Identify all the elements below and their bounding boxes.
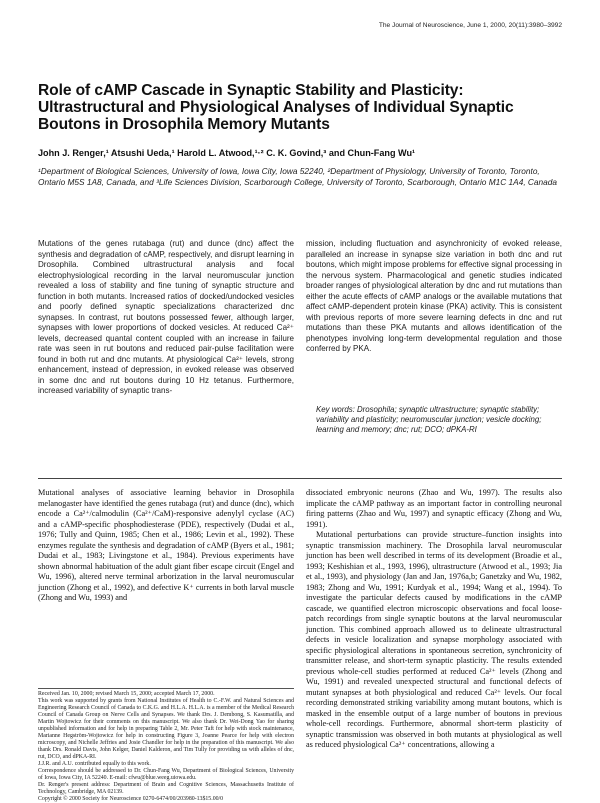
footnote-contribution: J.J.R. and A.U. contributed equally to this work.	[38, 761, 151, 767]
body-paragraph: dissociated embryonic neurons (Zhao and Wu, 1997). The results also implicate the cAMP pathway as an important factor in controlling neuronal firing patterns (Zhao and Wu, 1997) and synaptic efficacy (Zhong and Wu, 1991).	[306, 488, 562, 529]
body-paragraph: Mutational analyses of associative learning behavior in Drosophila melanogaster have identified the genes rutabaga (rut) and dunce (dnc), which encode a Ca²⁺/calmodulin (Ca²⁺/CaM)-responsive adenylyl cyclase (AC) and a cAMP-specific phosphodiesterase (PDE), respectively (Dudai et al., 1976; Tully and Quinn, 1985; Chen et al., 1986; Levin et al., 1992). These enzymes regulate the synthesis and degradation of cAMP (Byers et al., 1981; Dudai et al., 1983; Livingstone et al., 1984). Previous experiments have shown abnormal habituation of the adult giant fiber escape circuit (Engel and Wu, 1996), altered nerve terminal arborization in the larval neuromuscular junction (Zhong et al., 1992), and defective K⁺ currents in both larval muscle (Zhong and Wu, 1993) and	[38, 488, 294, 602]
keywords-text: Drosophila; synaptic ultrastructure; synaptic stability; variability and plasticity; neuromuscular junction; vesicle docking; learning and memory; dnc; rut; DCO; dPKA-RI	[316, 405, 542, 435]
body-paragraph: Mutational perturbations can provide structure–function insights into synaptic transmission machinery. The Drosophila larval neuromuscular junction has been well described in terms of its development (Broadie et al., 1993; Keshishian et al., 1993, 1996), ultrastructure (Atwood et al., 1993; Jia et al., 1993), and physiology (Jan and Jan, 1976a,b; Ganetzky and Wu, 1982, 1983; Zhong and Wu, 1991; Kurdyak et al., 1994; Wang et al., 1994). To investigate the particular defects caused by modifications in the cAMP cascade, we quantified electron microscopic observations and focal loose-patch recordings from single synaptic boutons at the larval neuromuscular junction. This combined approach allowed us to delineate ultrastructural defects in vesicle localization and synapse morphology associated with specific physiological alterations in spontaneous secretion, synchronicity of transmitter release, and short-term synaptic plasticity. The results extended previous whole-cell studies performed at reduced Ca²⁺ levels (Zhong and Wu, 1991) and revealed unexpected structural and functional defects of mutant synapses at both physiological and reduced Ca²⁺ levels. Our focal recording demonstrated striking variability among mutant boutons, which is masked in the ensemble output of a large number of boutons in previous whole-cell recordings. Furthermore, abnormal short-term plasticity of synaptic transmission was observed in both mutants at physiological as well as reduced physiological Ca²⁺ concentrations, allowing a	[306, 530, 562, 749]
keywords-label: Key words:	[316, 405, 355, 414]
running-head: The Journal of Neuroscience, June 1, 2000, 20(11):3980–3992	[378, 22, 562, 29]
body-column-left	[38, 488, 294, 604]
section-divider	[38, 478, 562, 479]
footnote-address: Dr. Renger's present address: Department of Brain and Cognitive Sciences, Massachusetts Institute of Technology, Cambridge, MA 02139.	[38, 782, 294, 795]
article-title: Role of cAMP Cascade in Synaptic Stability and Plasticity: Ultrastructural and Physiological Analyses of Individual Synaptic Boutons in Drosophila Memory Mutants	[38, 82, 514, 134]
footnotes	[38, 691, 294, 803]
footnote-funding: This work was supported by grants from National Institutes of Health to C.-F.W. and Natural Sciences and Engineering Research Council of Canada to C.K.G. and H.L.A. H.L.A. is a member of the Medical Research Council of Canada Group on Nerve Cells and Synapses. We thank Drs. J. Dembong, S. Kasumatilla, and Martin Wojtowicz for their comments on this manuscript. We also thank Dr. Wei-Dong Yao for sharing unpublished information and for help in preparing Table 2, Mr. Peter Taft for help with stock maintenance, Marianne Hegström-Wojtowicz for help in constructing Figure 3, Joanne Pearce for help with electron microscopy, and Nichelle Jeffries and Josie Chandler for help in the preparation of this manuscript. We also thank Drs. Ronald Davis, John Kelger, Daniel Kalderon, and Tim Tully for providing us with alleles of dnc, rut, DCO, and dPKA-RI.	[38, 698, 294, 760]
keywords-block	[316, 405, 562, 436]
body-column-right	[306, 488, 562, 751]
abstract-column-left	[38, 239, 294, 397]
footnote-divider	[38, 688, 294, 689]
author-list: John J. Renger,¹ Atsushi Ueda,¹ Harold L. Atwood,¹·² C. K. Govind,³ and Chun-Fang Wu¹	[38, 148, 416, 158]
footnote-copyright: Copyright © 2000 Society for Neuroscience 0270-6474/00/203980-13$15.00/0	[38, 796, 224, 802]
abstract-column-right	[306, 239, 562, 355]
affiliations: ¹Department of Biological Sciences, University of Iowa, Iowa City, Iowa 52240, ²Department of Physiology, University of Toronto, Toronto, Ontario M5S 1A8, Canada, and ³Life Sciences Division, Scarborough College, University of Toronto, Scarborough, Ontario M1C 1A4, Canada	[38, 166, 557, 187]
footnote-correspondence: Correspondence should be addressed to Dr. Chun-Fang Wu, Department of Biological Sciences, University of Iowa, Iowa City, IA 52240. E-mail: cfwu@blue.weeg.uiowa.edu.	[38, 768, 294, 781]
abstract-text-right: mission, including fluctuation and asynchronicity of evoked release, paralleled an increase in synapse size variation in both dnc and rut boutons, which might impose problems for effective signal processing in the nervous system. Pharmacological and genetic studies indicated broader ranges of physiological alteration by dnc and rut mutations than either the acute effects of cAMP analogs or the available mutations that affect cAMP-dependent protein kinase (PKA) activity. This is consistent with previous reports of more severe learning defects in dnc and rut mutations than these PKA mutants and allows identification of the phenotypes involving long-term developmental regulation and those conferred by PKA.	[306, 239, 562, 353]
abstract-text-left: Mutations of the genes rutabaga (rut) and dunce (dnc) affect the synthesis and degradation of cAMP, respectively, and disrupt learning in Drosophila. Combined ultrastructural analysis and focal electrophysiological recording in the larval neuromuscular junction revealed a loss of stability and fine tuning of synaptic structure and function in both mutants. Increased ratios of docked/undocked vesicles and poorly defined synaptic specializations characterized dnc synapses. In contrast, rut boutons possessed fewer, although larger, synapses with lower proportions of docked vesicles. At reduced Ca²⁺ levels, decreased quantal content coupled with an increase in failure rate was seen in rut boutons and reduced pair-pulse facilitation were found in both rut and dnc mutants. At physiological Ca²⁺ levels, strong enhancement, instead of depression, in evoked release was observed in some dnc and rut boutons during 10 Hz tetanus. Furthermore, increased variability of synaptic trans-	[38, 239, 294, 395]
footnote-received: Received Jan. 10, 2000; revised March 15, 2000; accepted March 17, 2000.	[38, 691, 215, 697]
